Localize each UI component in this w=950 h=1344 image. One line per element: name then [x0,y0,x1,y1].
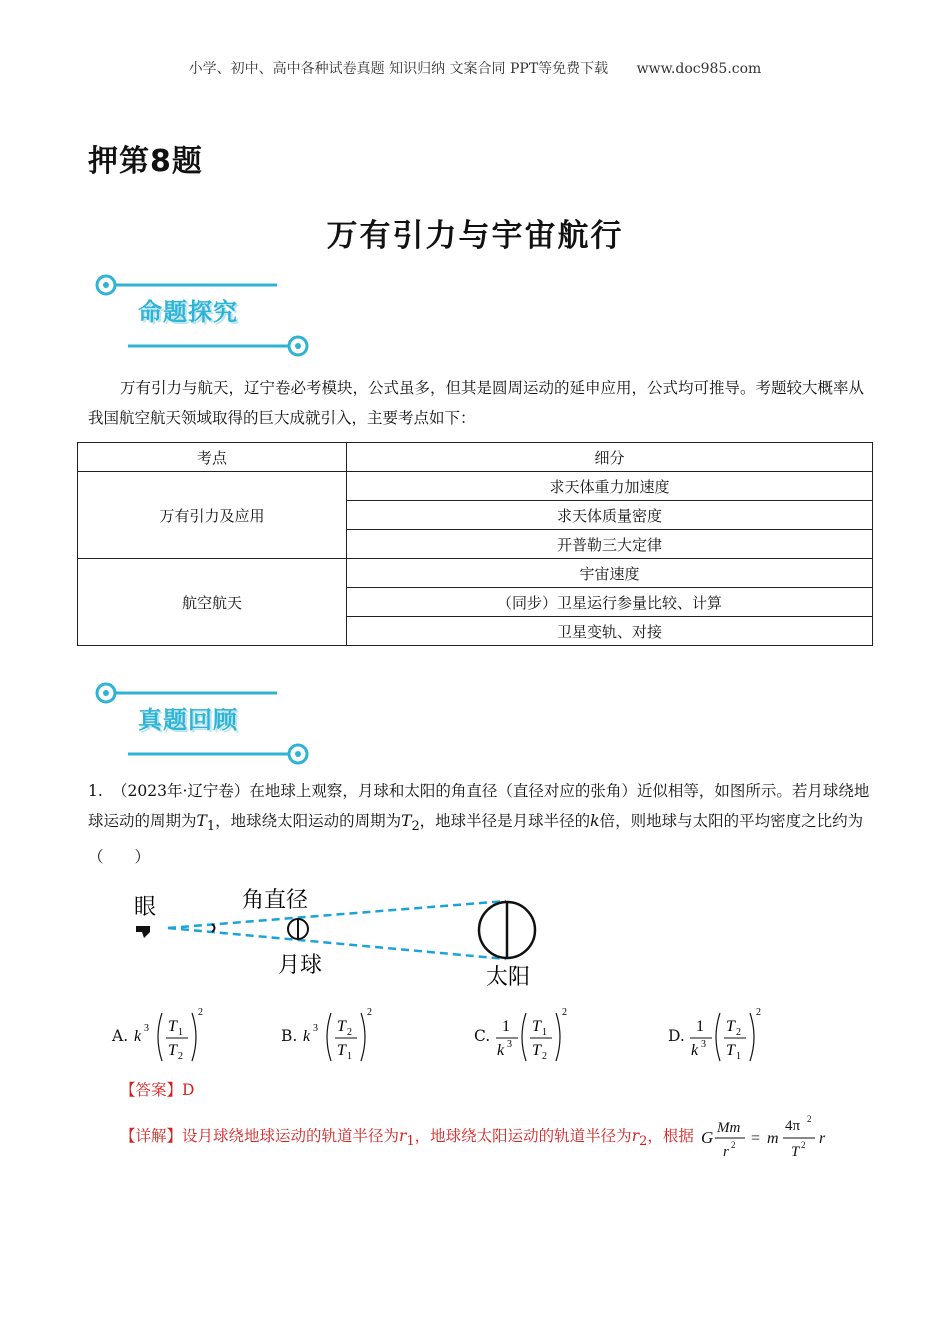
formula-den: T [337,1042,346,1059]
formula-exp: 3 [313,1023,318,1034]
var-T1-sub: 1 [206,819,216,835]
formula-exp: 3 [144,1023,149,1034]
question-text: ，地球半径是月球半径的 [419,812,591,830]
table-cell: 求天体质量密度 [347,501,873,530]
section-banner-research [92,268,322,358]
table-topic-cell: 航空航天 [78,559,347,646]
formula-power: 2 [756,1007,761,1018]
formula-sub: 1 [542,1027,547,1038]
question-heading: 押第8题 [88,144,203,179]
formula-sub: 1 [178,1027,183,1038]
question-text: 在地球上观察，月球和太阳的角直径（直径对应的张角）近似相等，如图所示。若月球绕地球运动的周期为 [88,782,870,830]
formula-exp: 3 [701,1039,706,1050]
formula-sub: 1 [347,1051,352,1062]
page-header [0,58,950,78]
var-T2-sub: 2 [411,819,420,835]
header-text: 小学、初中、高中各种试卷真题 知识归纳 文案合同 PPT等免费下载 [188,61,609,77]
formula-G: G [700,1128,714,1147]
formula-rhs-den: T [790,1144,800,1160]
formula-k: k [691,1042,699,1059]
option-label: A. [112,1027,129,1045]
formula-sub: 2 [178,1051,183,1062]
angle-label: 角直径 [242,888,309,913]
gravitation-formula [699,1112,839,1162]
header-url[interactable]: www.doc985.com [636,61,762,77]
option-formula [494,1005,634,1065]
table-header: 考点 [78,443,347,472]
formula-one: 1 [696,1018,704,1035]
formula-k: k [303,1028,311,1045]
var-T1: T [196,812,207,830]
banner-title: 真题回顾 [138,706,238,734]
eye-icon [136,926,150,938]
formula-num: T [532,1018,541,1035]
option-formula [688,1005,828,1065]
formula-power: 2 [198,1007,203,1018]
formula-k: k [497,1042,505,1059]
question-text: ，地球绕太阳运动的周期为 [215,812,402,830]
formula-sub: 1 [736,1051,741,1062]
table-cell: 求天体重力加速度 [347,472,873,501]
var-r2: r [631,1127,640,1145]
question-1 [88,776,878,872]
table-topic-cell: 万有引力及应用 [78,472,347,559]
formula-power: 2 [367,1007,372,1018]
angle-arc [212,924,215,932]
table-row [78,559,873,588]
page-title: 万有引力与宇宙航行 [326,218,624,254]
formula-one: 1 [502,1018,510,1035]
option-formula [132,1005,272,1065]
formula-exp: 2 [730,1140,736,1150]
formula-lhs-num: Mm [716,1120,741,1136]
answer-label: 【答案】 [120,1081,183,1099]
answer-value: D [182,1081,195,1099]
formula-den: T [168,1042,177,1059]
analysis-text: ，地球绕太阳运动的轨道半径为 [414,1127,632,1145]
analysis-line [120,1112,880,1162]
option-label: D. [668,1027,685,1045]
formula-exp: 3 [507,1039,512,1050]
answer-line [120,1078,194,1100]
table-header: 细分 [347,443,873,472]
table-row [78,472,873,501]
sun-icon [479,902,535,958]
formula-r: r [818,1130,826,1147]
intro-paragraph: 万有引力与航天，辽宁卷必考模块，公式虽多，但其是圆周运动的延申应用，公式均可推导。考题较大概率从我国航空航天领域取得的巨大成就引入，主要考点如下： [88,379,865,427]
formula-eq: = [750,1130,760,1147]
var-k: k [590,812,600,830]
moon-label: 月球 [278,953,323,978]
question-number: 1. [88,782,103,800]
moon-icon [288,919,308,939]
formula-sub: 2 [736,1027,741,1038]
formula-sub: 2 [542,1051,547,1062]
formula-power: 2 [562,1007,567,1018]
option-formula [301,1005,441,1065]
banner-title: 命题探究 [138,298,238,326]
sightline-lower [168,928,506,959]
formula-den: T [532,1042,541,1059]
option-label: B. [281,1027,298,1045]
formula-den: T [726,1042,735,1059]
formula-num: T [726,1018,735,1035]
table-header-row [78,443,873,472]
var-r1: r [399,1127,407,1145]
topic-table [77,442,873,646]
question-source: （2023年·辽宁卷） [112,782,250,800]
sightline-upper [168,901,506,928]
eye-label: 眼 [134,895,157,920]
var-r1-sub: 1 [406,1134,415,1150]
analysis-label: 【详解】 [120,1127,183,1145]
analysis-text: 设月球绕地球运动的轨道半径为 [182,1127,400,1145]
formula-exp: 2 [800,1140,806,1150]
angular-diameter-diagram [120,880,560,995]
table-cell: 卫星变轨、对接 [347,617,873,646]
section-banner-review [92,676,322,766]
formula-sub: 2 [347,1027,352,1038]
sun-label: 太阳 [486,965,531,990]
table-cell: 开普勒三大定律 [347,530,873,559]
formula-m: m [766,1130,779,1147]
formula-num: T [337,1018,346,1035]
formula-lhs-den: r [722,1144,729,1160]
formula-exp: 2 [806,1114,812,1124]
table-cell: （同步）卫星运行参量比较、计算 [347,588,873,617]
var-r2-sub: 2 [639,1134,648,1150]
analysis-text: ，根据 [647,1127,694,1145]
table-cell: 宇宙速度 [347,559,873,588]
formula-num: T [168,1018,177,1035]
formula-rhs-num: 4π [784,1118,800,1134]
question-text: 倍，则地球与太阳的平均密度之比约为（ ） [88,812,864,867]
option-label: C. [474,1027,491,1045]
formula-k: k [134,1028,142,1045]
var-T2: T [401,812,412,830]
